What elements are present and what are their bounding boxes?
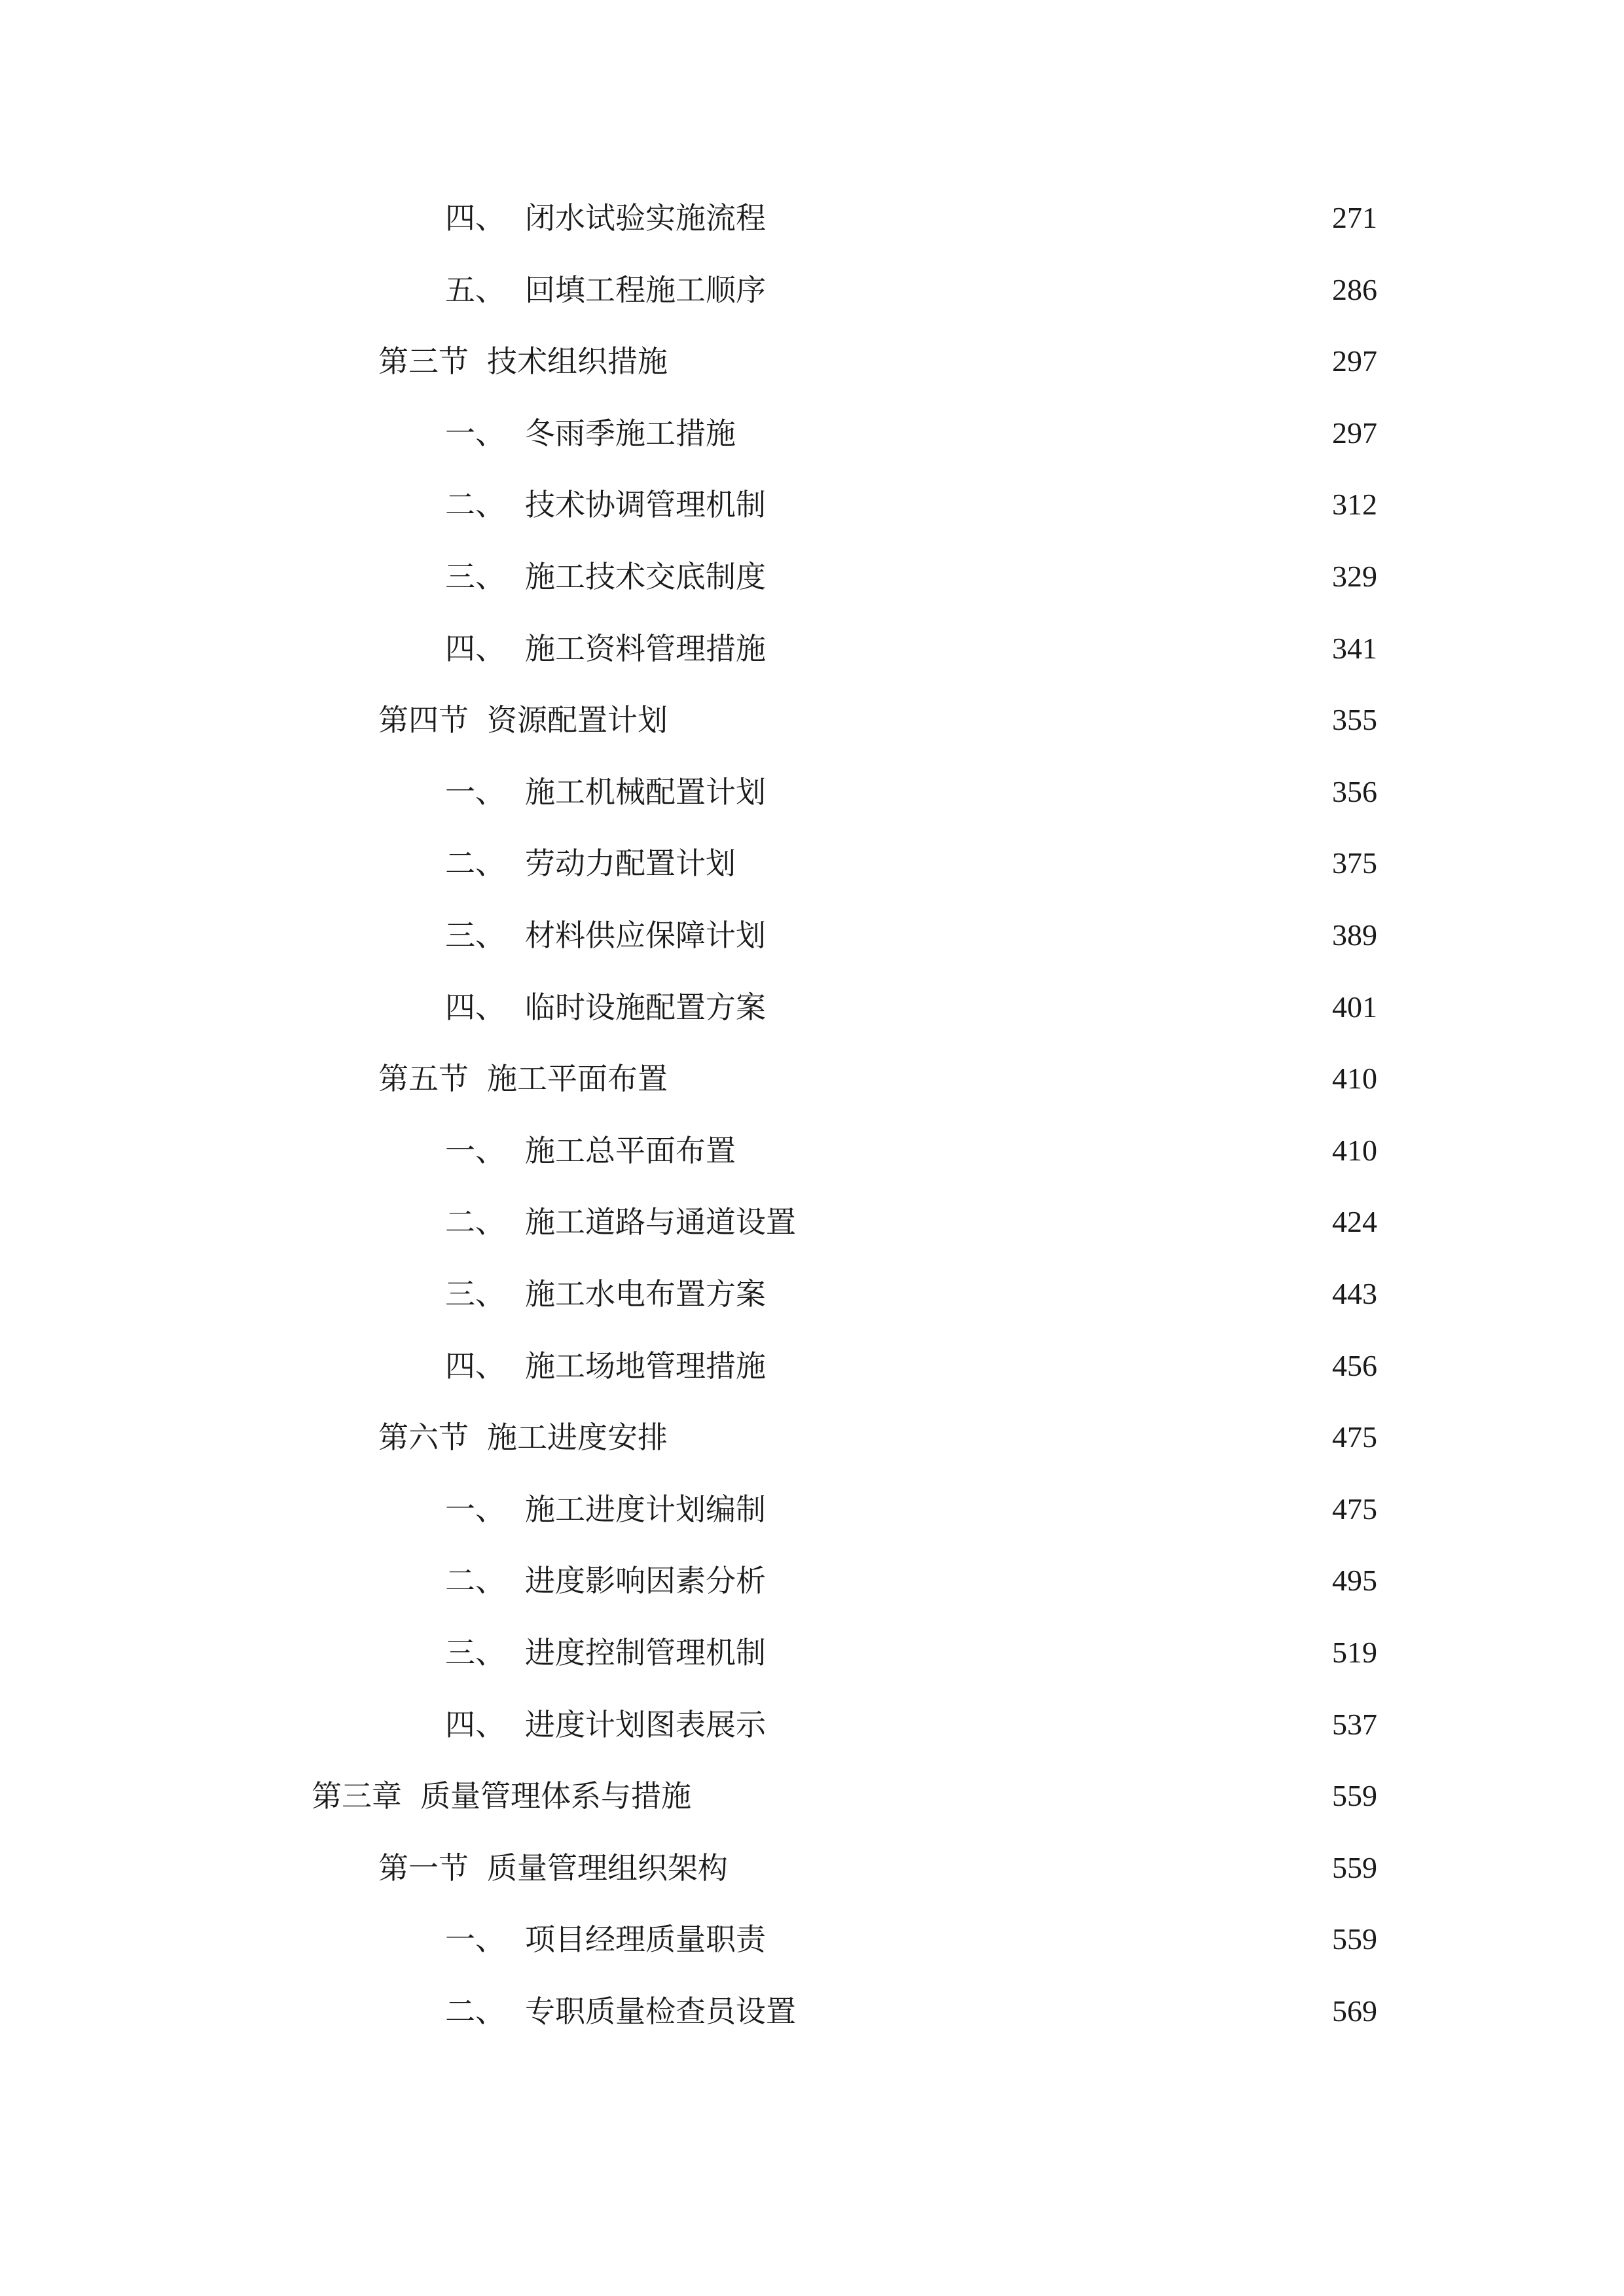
dot-leader bbox=[674, 1411, 1310, 1463]
dot-leader bbox=[772, 1698, 1310, 1751]
toc-entry-number: 五、 bbox=[445, 272, 505, 308]
toc-entry-number: 一、 bbox=[445, 1922, 505, 1957]
toc-entry-title: 进度影响因素分析 bbox=[525, 1563, 766, 1598]
toc-entry-title: 质量管理体系与措施 bbox=[420, 1778, 691, 1814]
toc-entry-number: 四、 bbox=[445, 1348, 505, 1384]
dot-leader bbox=[772, 478, 1310, 531]
toc-entry-number: 一、 bbox=[445, 1492, 505, 1527]
toc-entry-number: 第五节 bbox=[378, 1061, 469, 1096]
toc-entry-title: 施工进度计划编制 bbox=[525, 1492, 766, 1527]
toc-entry-page-number: 389 bbox=[1332, 918, 1377, 952]
toc-entry-label bbox=[445, 837, 736, 889]
toc-entry-page-number: 456 bbox=[1332, 1349, 1377, 1382]
toc-entry-number: 二、 bbox=[445, 846, 505, 881]
toc-entry-label bbox=[378, 694, 668, 746]
toc-entry[interactable] bbox=[445, 837, 1377, 889]
toc-entry-label bbox=[445, 766, 766, 818]
toc-entry-title: 施工道路与通道设置 bbox=[525, 1204, 796, 1240]
dot-leader bbox=[772, 1626, 1310, 1679]
toc-entry[interactable] bbox=[445, 478, 1377, 531]
toc-entry-title: 技术协调管理机制 bbox=[525, 487, 766, 522]
toc-entry[interactable] bbox=[445, 1698, 1377, 1751]
toc-entry-number: 二、 bbox=[445, 1994, 505, 2029]
toc-entry[interactable] bbox=[445, 1913, 1377, 1965]
dot-leader bbox=[772, 264, 1310, 316]
toc-entry-label bbox=[445, 1124, 736, 1177]
toc-entry-label bbox=[445, 1554, 766, 1607]
toc-entry-title: 质量管理组织架构 bbox=[487, 1850, 728, 1886]
toc-entry-number: 第一节 bbox=[378, 1850, 469, 1886]
toc-entry-label bbox=[445, 550, 766, 603]
toc-entry-label bbox=[445, 1985, 796, 2037]
toc-entry[interactable] bbox=[445, 766, 1377, 818]
toc-entry[interactable] bbox=[445, 1268, 1377, 1320]
dot-leader bbox=[772, 981, 1310, 1033]
toc-entry[interactable] bbox=[445, 1626, 1377, 1679]
toc-entry-label bbox=[312, 1770, 691, 1822]
toc-entry-label bbox=[378, 335, 668, 387]
toc-entry-label bbox=[445, 192, 766, 244]
toc-entry[interactable] bbox=[445, 1483, 1377, 1535]
toc-entry[interactable] bbox=[445, 264, 1377, 316]
toc-entry[interactable] bbox=[445, 1985, 1377, 2037]
toc-entry-page-number: 329 bbox=[1332, 560, 1377, 593]
dot-leader bbox=[772, 1913, 1310, 1965]
toc-entry[interactable] bbox=[378, 1052, 1377, 1105]
toc-entry[interactable] bbox=[378, 1411, 1377, 1463]
dot-leader bbox=[772, 550, 1310, 603]
toc-entry-label bbox=[445, 478, 766, 531]
toc-entry-label bbox=[445, 909, 766, 961]
toc-entry[interactable] bbox=[445, 407, 1377, 459]
toc-entry-page-number: 356 bbox=[1332, 775, 1377, 808]
dot-leader bbox=[674, 694, 1310, 746]
toc-entry-label bbox=[445, 1626, 766, 1679]
toc-entry-number: 三、 bbox=[445, 1635, 505, 1670]
dot-leader bbox=[772, 192, 1310, 244]
toc-entry-label bbox=[378, 1052, 668, 1105]
toc-entry-title: 冬雨季施工措施 bbox=[525, 416, 736, 451]
toc-entry-page-number: 355 bbox=[1332, 703, 1377, 736]
toc-entry-title: 劳动力配置计划 bbox=[525, 846, 736, 881]
dot-leader bbox=[674, 1052, 1310, 1105]
toc-entry-title: 施工技术交底制度 bbox=[525, 559, 766, 594]
toc-entry[interactable] bbox=[378, 1842, 1377, 1894]
toc-entry-page-number: 410 bbox=[1332, 1134, 1377, 1167]
toc-entry-page-number: 443 bbox=[1332, 1277, 1377, 1310]
dot-leader bbox=[803, 1196, 1310, 1248]
toc-entry-page-number: 297 bbox=[1332, 416, 1377, 450]
toc-entry-page-number: 375 bbox=[1332, 846, 1377, 880]
toc-entry-number: 四、 bbox=[445, 990, 505, 1025]
dot-leader bbox=[742, 837, 1310, 889]
toc-entry-label bbox=[445, 264, 766, 316]
dot-leader bbox=[772, 1554, 1310, 1607]
toc-entry-label bbox=[445, 1698, 766, 1751]
toc-entry-title: 资源配置计划 bbox=[487, 702, 668, 738]
toc-entry-label bbox=[445, 407, 736, 459]
toc-entry-page-number: 286 bbox=[1332, 273, 1377, 306]
toc-entry[interactable] bbox=[445, 1554, 1377, 1607]
toc-entry-page-number: 312 bbox=[1332, 488, 1377, 521]
toc-entry-number: 一、 bbox=[445, 416, 505, 451]
dot-leader bbox=[772, 1268, 1310, 1320]
toc-entry-page-number: 569 bbox=[1332, 1994, 1377, 2028]
toc-entry-page-number: 559 bbox=[1332, 1851, 1377, 1884]
toc-entry-page-number: 297 bbox=[1332, 344, 1377, 378]
toc-entry-label bbox=[378, 1411, 668, 1463]
toc-entry-page-number: 559 bbox=[1332, 1922, 1377, 1956]
toc-entry-label bbox=[378, 1842, 728, 1894]
toc-entry-title: 闭水试验实施流程 bbox=[525, 200, 766, 236]
toc-entry-title: 施工进度安排 bbox=[487, 1420, 668, 1455]
dot-leader bbox=[772, 622, 1310, 675]
toc-entry-page-number: 559 bbox=[1332, 1779, 1377, 1812]
toc-entry-title: 材料供应保障计划 bbox=[525, 918, 766, 953]
toc-entry-title: 施工机械配置计划 bbox=[525, 774, 766, 810]
dot-leader bbox=[674, 335, 1310, 387]
toc-entry-number: 四、 bbox=[445, 631, 505, 666]
toc-entry-page-number: 495 bbox=[1332, 1564, 1377, 1597]
toc-entry-page-number: 271 bbox=[1332, 201, 1377, 234]
toc-entry-title: 施工资料管理措施 bbox=[525, 631, 766, 666]
toc-entry[interactable] bbox=[445, 981, 1377, 1033]
dot-leader bbox=[772, 909, 1310, 961]
toc-entry-title: 专职质量检查员设置 bbox=[525, 1994, 796, 2029]
toc-entry-number: 四、 bbox=[445, 200, 505, 236]
dot-leader bbox=[772, 1340, 1310, 1392]
toc-entry-page-number: 475 bbox=[1332, 1492, 1377, 1526]
toc-entry-page-number: 475 bbox=[1332, 1420, 1377, 1454]
toc-entry-title: 临时设施配置方案 bbox=[525, 990, 766, 1025]
dot-leader bbox=[742, 1124, 1310, 1177]
toc-entry-title: 施工场地管理措施 bbox=[525, 1348, 766, 1384]
toc-entry-label bbox=[445, 1196, 796, 1248]
toc-entry[interactable] bbox=[445, 622, 1377, 675]
toc-entry-number: 三、 bbox=[445, 918, 505, 953]
dot-leader bbox=[772, 766, 1310, 818]
dot-leader bbox=[803, 1985, 1310, 2037]
toc-entry-label bbox=[445, 1483, 766, 1535]
toc-entry-number: 二、 bbox=[445, 1563, 505, 1598]
toc-entry-label bbox=[445, 981, 766, 1033]
toc-entry[interactable] bbox=[445, 550, 1377, 603]
toc-entry-page-number: 424 bbox=[1332, 1205, 1377, 1238]
toc-entry-title: 施工总平面布置 bbox=[525, 1133, 736, 1168]
toc-entry-number: 第四节 bbox=[378, 702, 469, 738]
toc-entry-number: 第三节 bbox=[378, 344, 469, 379]
toc-entry-title: 回填工程施工顺序 bbox=[525, 272, 766, 308]
toc-entry-title: 进度计划图表展示 bbox=[525, 1707, 766, 1742]
toc-entry-number: 四、 bbox=[445, 1707, 505, 1742]
toc-entry[interactable] bbox=[312, 1770, 1377, 1822]
toc-entry-number: 一、 bbox=[445, 1133, 505, 1168]
toc-entry[interactable] bbox=[445, 1196, 1377, 1248]
toc-entry-label bbox=[445, 1268, 766, 1320]
toc-entry-number: 二、 bbox=[445, 487, 505, 522]
dot-leader bbox=[772, 1483, 1310, 1535]
toc-entry-page-number: 401 bbox=[1332, 990, 1377, 1024]
toc-entry[interactable] bbox=[378, 694, 1377, 746]
toc-entry-page-number: 410 bbox=[1332, 1062, 1377, 1095]
toc-entry-number: 一、 bbox=[445, 774, 505, 810]
dot-leader bbox=[734, 1842, 1310, 1894]
toc-entry-title: 进度控制管理机制 bbox=[525, 1635, 766, 1670]
toc-entry[interactable] bbox=[445, 192, 1377, 244]
toc-entry-title: 项目经理质量职责 bbox=[525, 1922, 766, 1957]
toc-entry[interactable] bbox=[445, 909, 1377, 961]
toc-entry[interactable] bbox=[378, 335, 1377, 387]
toc-entry-number: 三、 bbox=[445, 1276, 505, 1312]
toc-entry-label bbox=[445, 622, 766, 675]
toc-entry-title: 施工平面布置 bbox=[487, 1061, 668, 1096]
toc-entry-label bbox=[445, 1340, 766, 1392]
toc-entry-title: 技术组织措施 bbox=[487, 344, 668, 379]
toc-entry-number: 第三章 bbox=[312, 1778, 402, 1814]
toc-entry[interactable] bbox=[445, 1340, 1377, 1392]
toc-entry-number: 二、 bbox=[445, 1204, 505, 1240]
toc-entry-page-number: 519 bbox=[1332, 1636, 1377, 1669]
dot-leader bbox=[698, 1770, 1310, 1822]
toc-entry-number: 三、 bbox=[445, 559, 505, 594]
dot-leader bbox=[742, 407, 1310, 459]
toc-entry-label bbox=[445, 1913, 766, 1965]
toc-entry-number: 第六节 bbox=[378, 1420, 469, 1455]
toc-entry-page-number: 537 bbox=[1332, 1708, 1377, 1741]
toc-entry-page-number: 341 bbox=[1332, 632, 1377, 665]
toc-entry[interactable] bbox=[445, 1124, 1377, 1177]
toc-entry-title: 施工水电布置方案 bbox=[525, 1276, 766, 1312]
